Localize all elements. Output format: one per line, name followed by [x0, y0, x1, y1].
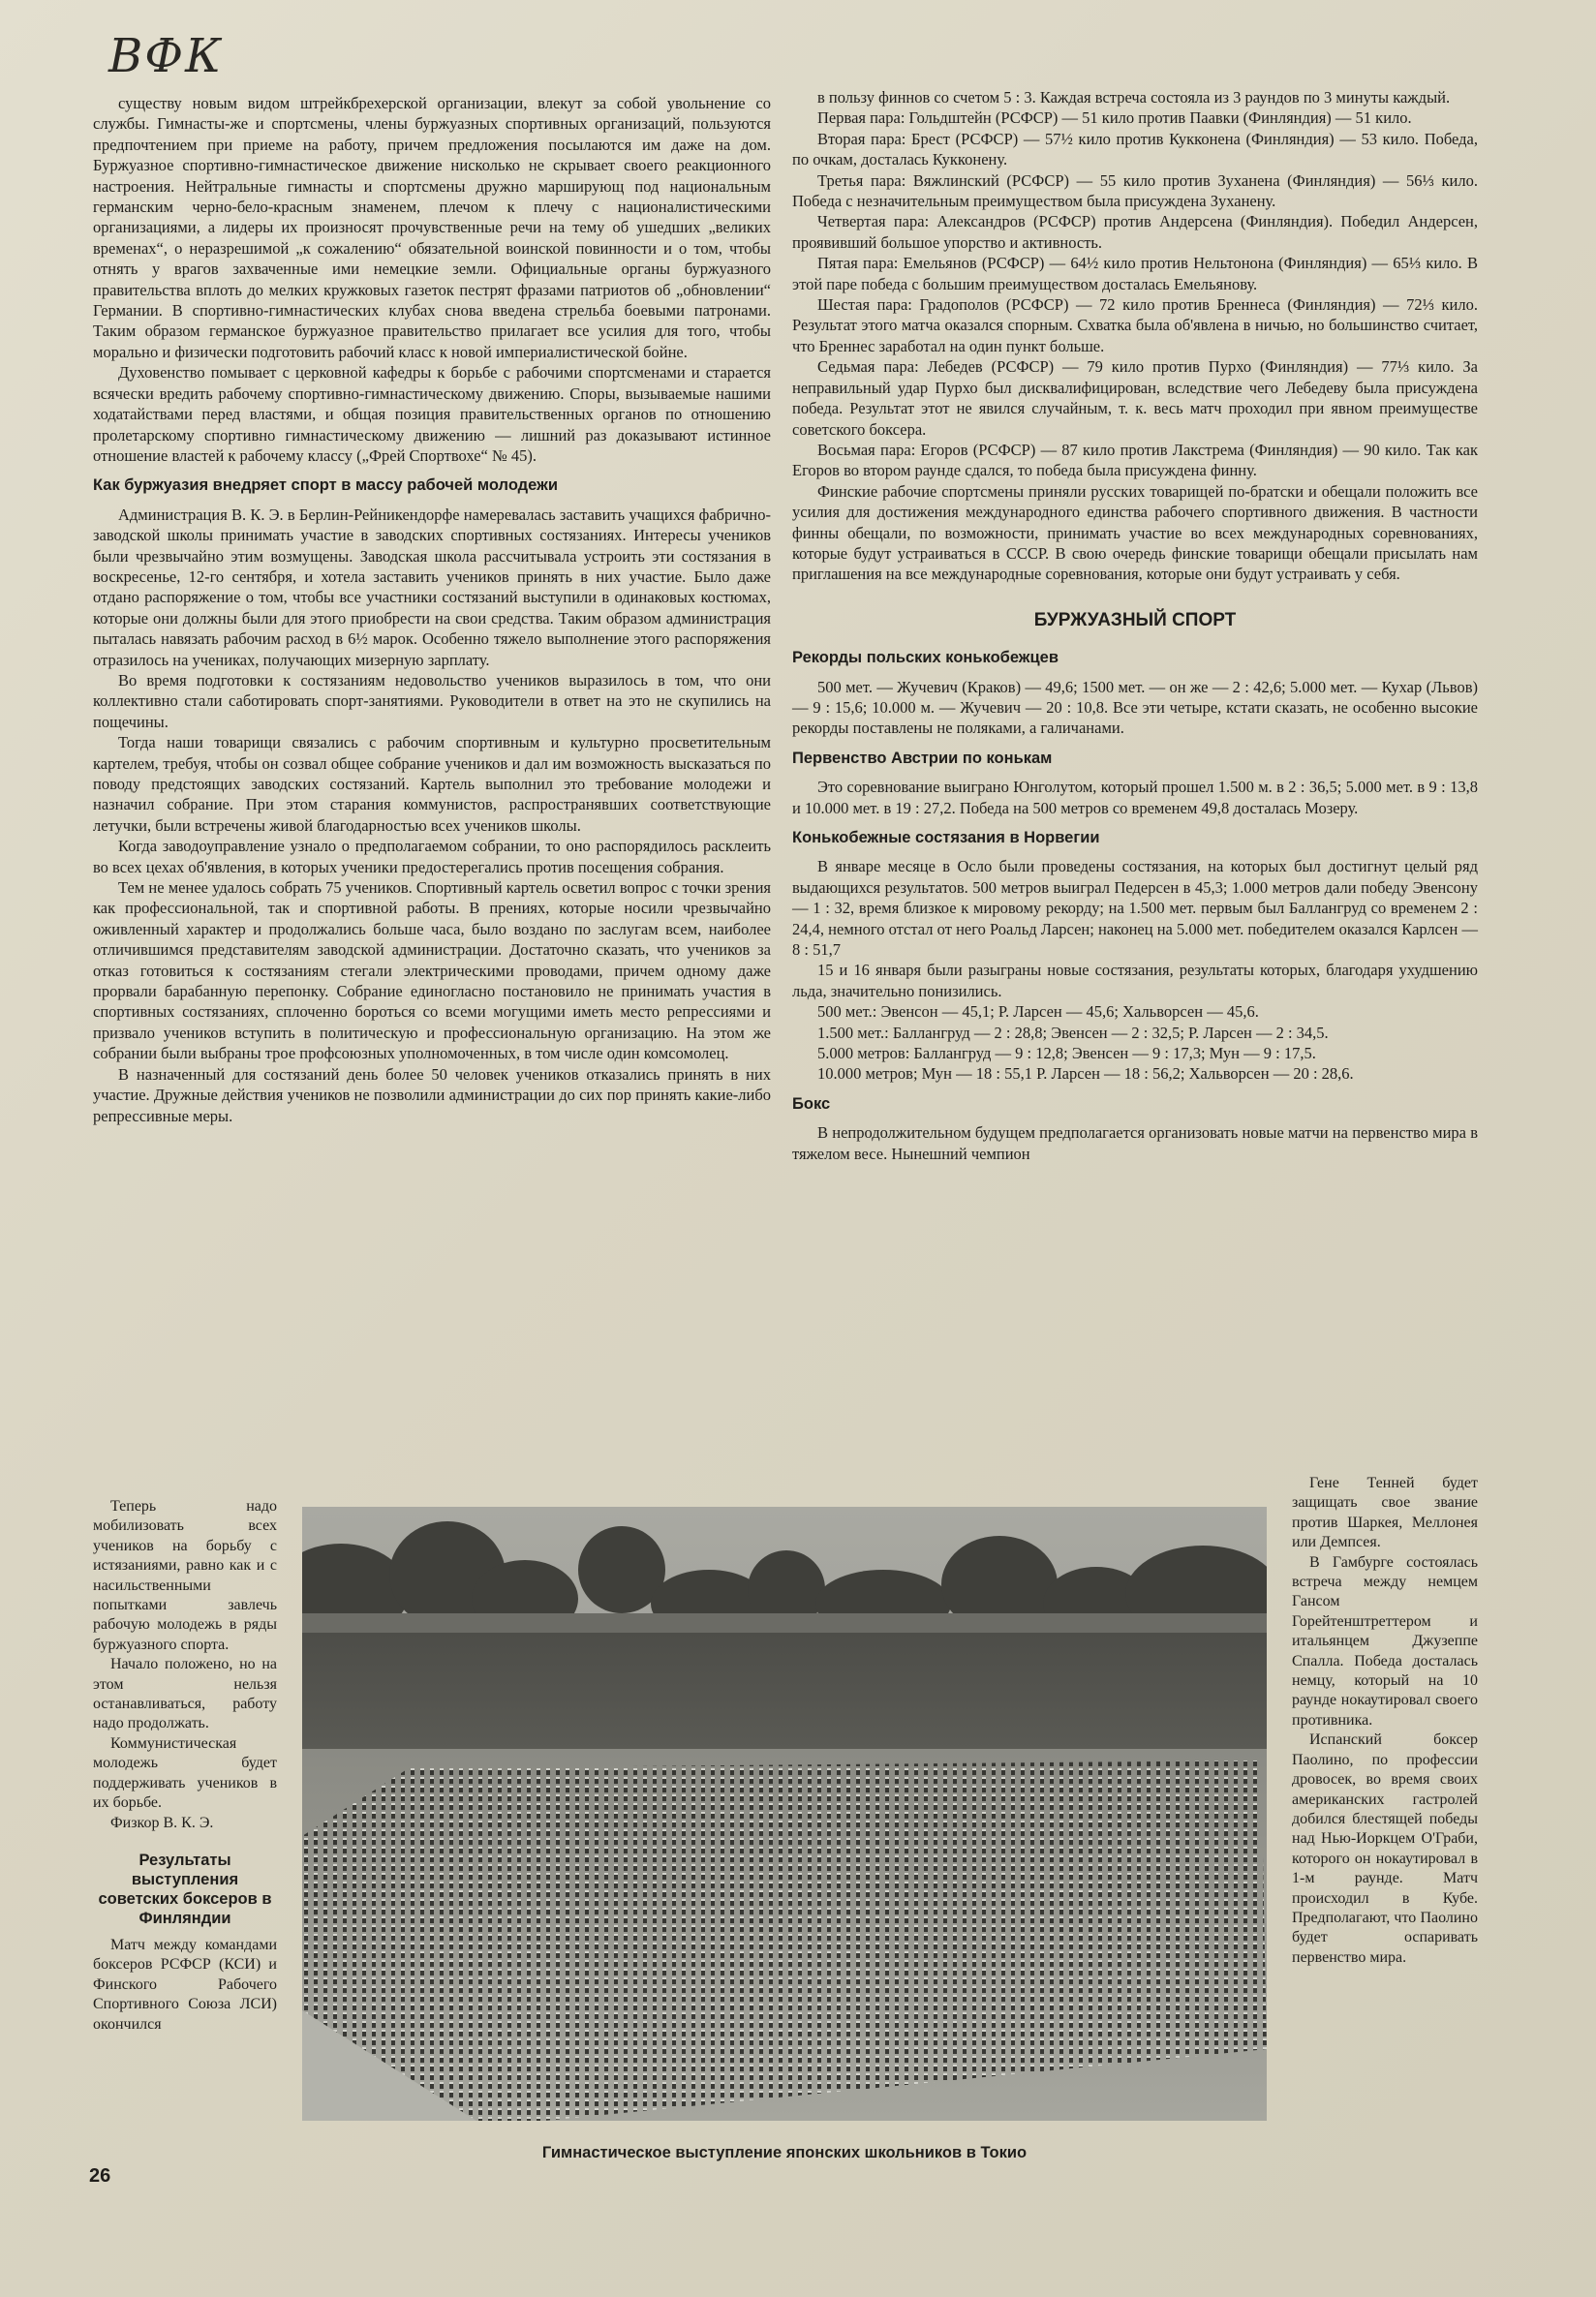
paragraph: 500 мет. — Жучевич (Краков) — 49,6; 1500 мет. — он же — 2 : 42,6; 5.000 мет. — Кухар (Львов) — 9 : 15,6; 10.000 м. — Жучевич — 20 : 10,8. Все эти четыре, кстати сказать, не особенно высокие рекорды поставлены не поляками, а галичанами. [792, 677, 1478, 738]
paragraph: Первая пара: Гольдштейн (РСФСР) — 51 кило против Паавки (Финляндия) — 51 кило. [817, 108, 1412, 128]
paragraph: Гене Тенней будет защищать свое звание против Шаркея, Меллонея или Демпсея. [1292, 1475, 1478, 1551]
right-narrow-column [1292, 1474, 1478, 1968]
paragraph: Шестая пара: Градополов (РСФСР) — 72 кило против Бреннеса (Финляндия) — 72⅓ кило. Результат этого матча оказался спорным. Схватка была об'явлена в ничью, но большинство считает, что Бреннес заработал на один пункт больше. [792, 295, 1478, 355]
section-heading: Конькобежные состязания в Норвегии [792, 829, 1100, 846]
paragraph: Администрация В. К. Э. в Берлин-Рейникендорфе намеревалась заставить учащихся фабрично-заводской школы принимать участие в заводских спортивных состязаниях. Интересы учеников были чрезвычайно этим возмущены. Заводская школа рассчитывала устроить эти состязания в воскресенье, 12-го сентября, и хотела заставить учеников принять в них участие. Было даже отдано распоряжение о том, чтобы все участники состязаний выступили в одинаковых костюмах, которые они должны были для этого приобрести на свои средства. Таким образом администрация пыталась навязать рабочим расход в 6½ марок. Особенно тяжело выполнение этого распоряжения отразилось на учениках, получающих мизерную зарплату. [93, 505, 771, 669]
paragraph: 1.500 мет.: Баллангруд — 2 : 28,8; Эвенсен — 2 : 32,5; Р. Ларсен — 2 : 34,5. [817, 1023, 1329, 1042]
paragraph: Во время подготовки к состязаниям недовольство учеников выразилось в том, что они коллективно стали саботировать спорт-занятиями. Руководители в ответ на это не скупились на пощечины. [93, 670, 771, 731]
paragraph: Восьмая пара: Егоров (РСФСР) — 87 кило против Лакстрема (Финляндия) — 90 кило. Так как Егоров во втором раунде сдался, то победа была присуждена финну. [792, 440, 1478, 480]
gymnastics-photo [302, 1507, 1267, 2121]
photo-caption: Гимнастическое выступление японских школьников в Токио [541, 2144, 1028, 2161]
paragraph: 500 мет.: Эвенсон — 45,1; Р. Ларсен — 45,6; Хальворсен — 45,6. [817, 1002, 1259, 1022]
paragraph: 5.000 метров: Баллангруд — 9 : 12,8; Эвенсен — 9 : 17,3; Мун — 9 : 17,5. [817, 1044, 1316, 1063]
paragraph: 15 и 16 января были разыграны новые состязания, результаты которых, благодаря ухудшению льда, значительно понизились. [792, 961, 1478, 1000]
paragraph: Финские рабочие спортсмены приняли русских товарищей по-братски и обещали положить все усилия для достижения международного единства рабочего спортивного движения. В частности финны обещали, по возможности, принимать участие во всех международных соревнованиях, которые будут устраиваться в СССР. В свою очередь финские товарищи обещали присылать нам приглашения на все международные соревнования, которые они будут устраивать у себя. [792, 481, 1478, 584]
paragraph: Начало положено, но на этом нельзя останавливаться, работу надо продолжать. [93, 1656, 277, 1732]
right-column [792, 87, 1478, 1164]
photo-illustration [302, 1507, 1267, 2121]
section-heading: Как буржуазия внедряет спорт в массу рабочей молодежи [93, 476, 558, 495]
paragraph: Пятая пара: Емельянов (РСФСР) — 64½ кило против Нельтонона (Финляндия) — 65⅓ кило. В этой паре победа с большим преимуществом досталась Емельянову. [792, 254, 1478, 293]
paragraph: Седьмая пара: Лебедев (РСФСР) — 79 кило против Пурхо (Финляндия) — 77⅓ кило. За неправильный удар Пурхо был дисквалифицирован, вследствие чего Лебедеву была присуждена победа. Результат этот не явился случайным, т. к. весь матч проходил при явном преимуществе советского боксера. [792, 357, 1478, 439]
paragraph: в пользу финнов со счетом 5 : 3. Каждая встреча состояла из 3 раундов по 3 минуты каждый. [817, 88, 1451, 107]
section-heading: Первенство Австрии по конькам [792, 749, 1053, 767]
paragraph: В январе месяце в Осло были проведены состязания, на которых был достигнут целый ряд выдающихся результатов. 500 метров выиграл Педерсен в 45,3; 1.000 метров дали победу Эвенсону — 1 : 32, время близкое к мировому рекорду; на 1.500 мет. первым был Баллангруд со временем 2 : 24,4, немного отстал от него Роальд Ларсен; наконец на 5.000 мет. победителем оказался Карлсен — 8 : 51,7 [792, 857, 1478, 960]
paragraph: Третья пара: Вяжлинский (РСФСР) — 55 кило против Зуханена (Финляндия) — 56⅓ кило. Победа с незначительным преимуществом была присуждена Зуханену. [792, 170, 1478, 211]
left-column [93, 93, 771, 1126]
paragraph: Вторая пара: Брест (РСФСР) — 57½ кило против Кукконена (Финляндия) — 53 кило. Победа, по очкам, досталась Кукконену. [792, 129, 1478, 169]
paragraph: В непродолжительном будущем предполагается организовать новые матчи на первенство мира в тяжелом весе. Нынешний чемпион [792, 1123, 1478, 1163]
section-heading: Результаты выступления советских боксеров в Финляндии [98, 1851, 272, 1927]
paragraph: В Гамбурге состоялась встреча между немцем Гансом Горейтенштреттером и итальянцем Джузеппе Спалла. Победа досталась немцу, который на 10 раунде нокаутировал своего противника. [1292, 1553, 1478, 1729]
masthead-logo: ВФК [108, 29, 224, 83]
paragraph: Духовенство помывает с церковной кафедры к борьбе с рабочими спортсменами и старается всячески вредить рабочему спортивно-гимнастическому движению. Споры, вызываемые нашими ходатайствами перед властями, и общая позиция правительственных органов по отношению пролетарскому спортивно гимнастическому движению — лишний раз доказывают истинное отношение властей к рабочему классу („Фрей Спортвохе“ № 45). [93, 363, 771, 465]
section-heading: Рекорды польских конькобежцев [792, 649, 1059, 667]
paragraph: Это соревнование выиграно Юнголутом, который прошел 1.500 м. в 2 : 36,5; 5.000 мет. в 9 : 13,8 и 10.000 мет. в 19 : 27,2. Победа на 500 метров со временем 49,8 досталась Мозеру. [792, 778, 1478, 817]
section-heading: Бокс [792, 1094, 831, 1113]
paragraph: существу новым видом штрейкбрехерской организации, влекут за собой увольнение со службы. Гимнасты-же и спортсмены, члены буржуазных спортивных организаций, пользуются предпочтением при приеме на работу, причем предложения посылаются им даже на дом. Буржуазное спортивно-гимнастическое движение нисколько не скрывает своего реакционного настроения. Нейтральные гимнасты и спортсмены дружно марширующ под национальным германским черно-бело-красным знаменем, плечом к плечу с националистическими организациями, а лидеры их произносят прочувственные речи на тему об ушедших „великих временах“, о неразрешимой „к сожалению“ обязательной воинской повинности и о том, чтобы отнять у врагов захваченные ими немецкие земли. Официальные органы буржуазного правительства вплоть до мелких кружковых газеток пестрят фразами патриотов об „обновлении“ Германии. В спортивно-гимнастических клубах снова введена стрельба боевыми патронами. Таким образом германское буржуазное правительство прилагает все усилия для того, чтобы морально и физически подготовить рабочий класс к новой империалистической бойне. [93, 94, 771, 361]
paragraph: Тогда наши товарищи связались с рабочим спортивным и культурно просветительным картелем, требуя, чтобы он созвал общее собрание учеников и дал им возможность высказаться по поводу предстоящих заводских состязаний. Картель выполнил это требование молодежи и назначил собрание. При этом старания коммунистов, распространявших соответствующие летучки, были встречены живой благодарностью всех учеников школы. [93, 733, 771, 835]
signature: Физкор В. К. Э. [110, 1814, 214, 1831]
page-number: 26 [89, 2165, 111, 2187]
paragraph: В назначенный для состязаний день более 50 человек учеников отказались принять в них участие. Дружные действия учеников не позволили администрации до сих пор принять какие-либо репрессивные меры. [93, 1064, 771, 1125]
paragraph: 10.000 метров; Мун — 18 : 55,1 Р. Ларсен — 18 : 56,2; Хальворсен — 20 : 28,6. [817, 1064, 1354, 1084]
left-narrow-column [93, 1497, 277, 2035]
section-title: БУРЖУАЗНЫЙ СПОРТ [1033, 609, 1237, 630]
paragraph: Коммунистическая молодежь будет поддерживать учеников в их борьбе. [93, 1734, 277, 1812]
paragraph: Четвертая пара: Александров (РСФСР) против Андерсена (Финляндия). Победил Андерсен, проявивший большое упорство и активность. [792, 212, 1478, 252]
paragraph: Тем не менее удалось собрать 75 учеников. Спортивный картель осветил вопрос с точки зрения как профессиональной, так и спортивной работы. В прениях, которые носили чрезвычайно оживленный характер и продолжались больше часа, было воздано по заслугам всем, наиболее отличившимся представителям заводской администрации. Достаточно сказать, что учеников за отказ готовиться к состязаниям стегали электрическими проводами, причем одному даже прорвали барабанную перепонку. Собрание единогласно постановило не принимать участия в спортивных состязаниях, сплоченно бороться со всеми могущими иметь место репрессиями и призвало учеников вступить в политическую и профессиональную организацию. На этом же собрании были выбраны трое профсоюзных уполномоченных, в том числе один комсомолец. [93, 878, 771, 1063]
paragraph: Когда заводоуправление узнало о предполагаемом собрании, то оно распорядилось расклеить во всех цехах об'явления, в которых ученики предостерегались против посещения собрания. [93, 837, 771, 876]
paragraph: Матч между командами боксеров РСФСР (КСИ) и Финского Рабочего Спортивного Союза ЛСИ) окончился [93, 1936, 277, 2033]
paragraph: Теперь надо мобилизовать всех учеников на борьбу с истязаниями, равно как и с насильственными попытками завлечь рабочую молодежь в ряды буржуазного спорта. [93, 1498, 277, 1653]
paragraph: Испанский боксер Паолино, по профессии дровосек, во время своих американских гастролей добился блестящей победы над Нью-Иоркцем О'Граби, которого он нокаутировал в 1-м раунде. Матч происходил в Кубе. Предполагают, что Паолино будет оспаривать первенство мира. [1292, 1731, 1478, 1966]
